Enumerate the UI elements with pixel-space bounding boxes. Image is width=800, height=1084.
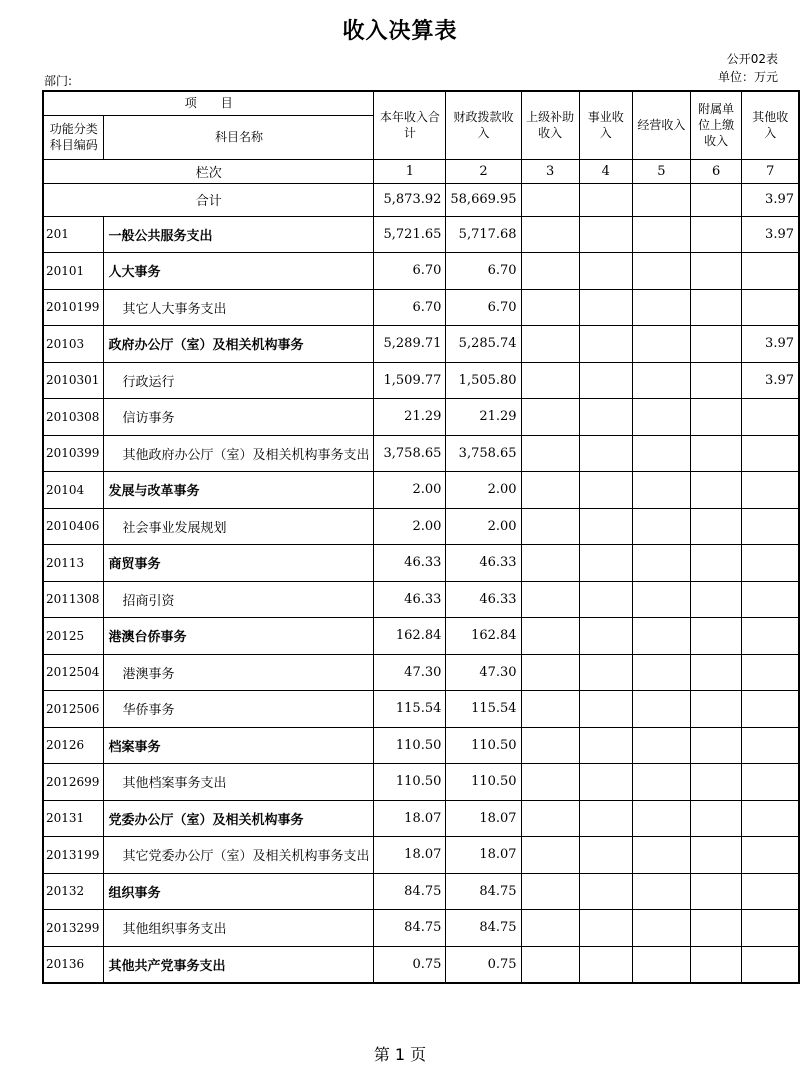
value-cell xyxy=(579,472,632,509)
func-code-cell: 20101 xyxy=(43,253,104,290)
value-cell: 47.30 xyxy=(374,654,446,691)
subject-name-cell: 信访事务 xyxy=(104,399,374,436)
func-code-cell: 20125 xyxy=(43,618,104,655)
func-code-cell: 2012699 xyxy=(43,764,104,801)
header-col-6: 附属单位上缴收入 xyxy=(690,91,742,159)
value-cell xyxy=(742,654,799,691)
header-col-1: 本年收入合计 xyxy=(374,91,446,159)
value-cell: 5,289.71 xyxy=(374,326,446,363)
value-cell xyxy=(690,435,742,472)
value-cell xyxy=(690,727,742,764)
subject-name-cell: 招商引资 xyxy=(104,581,374,618)
value-cell xyxy=(579,581,632,618)
value-cell xyxy=(579,727,632,764)
value-cell xyxy=(690,800,742,837)
value-cell xyxy=(742,581,799,618)
value-cell xyxy=(579,764,632,801)
subject-name-cell: 党委办公厅（室）及相关机构事务 xyxy=(104,800,374,837)
value-cell xyxy=(521,399,579,436)
value-cell xyxy=(632,764,690,801)
value-cell: 84.75 xyxy=(374,910,446,947)
value-cell xyxy=(742,508,799,545)
table-row xyxy=(43,253,799,290)
value-cell: 3.97 xyxy=(742,362,799,399)
value-cell xyxy=(742,946,799,983)
value-cell: 110.50 xyxy=(374,727,446,764)
total-cell xyxy=(579,183,632,216)
value-cell xyxy=(521,764,579,801)
value-cell xyxy=(690,253,742,290)
subject-name-cell: 行政运行 xyxy=(104,362,374,399)
value-cell xyxy=(579,654,632,691)
func-code-cell: 20131 xyxy=(43,800,104,837)
value-cell: 2.00 xyxy=(374,508,446,545)
total-row xyxy=(43,183,799,216)
table-row xyxy=(43,727,799,764)
func-code-cell: 20126 xyxy=(43,727,104,764)
subject-name-cell: 政府办公厅（室）及相关机构事务 xyxy=(104,326,374,363)
func-code-cell: 2012504 xyxy=(43,654,104,691)
value-cell xyxy=(579,946,632,983)
value-cell xyxy=(579,362,632,399)
table-row xyxy=(43,691,799,728)
total-cell: 5,873.92 xyxy=(374,183,446,216)
table-row xyxy=(43,472,799,509)
value-cell xyxy=(579,837,632,874)
table-row xyxy=(43,581,799,618)
col-num: 3 xyxy=(521,159,579,183)
table-row xyxy=(43,289,799,326)
subject-name-cell: 其它人大事务支出 xyxy=(104,289,374,326)
value-cell xyxy=(632,472,690,509)
value-cell xyxy=(632,691,690,728)
subject-name-cell: 华侨事务 xyxy=(104,691,374,728)
value-cell: 46.33 xyxy=(446,545,521,582)
value-cell: 84.75 xyxy=(374,873,446,910)
table-row xyxy=(43,800,799,837)
value-cell xyxy=(521,581,579,618)
value-cell: 6.70 xyxy=(374,253,446,290)
value-cell xyxy=(690,691,742,728)
value-cell: 2.00 xyxy=(446,472,521,509)
income-table xyxy=(42,90,800,984)
value-cell xyxy=(742,727,799,764)
value-cell xyxy=(521,837,579,874)
table-row xyxy=(43,837,799,874)
func-code-cell: 2010406 xyxy=(43,508,104,545)
value-cell xyxy=(632,654,690,691)
value-cell: 18.07 xyxy=(374,837,446,874)
value-cell xyxy=(690,581,742,618)
func-code-cell: 2013199 xyxy=(43,837,104,874)
value-cell xyxy=(632,910,690,947)
func-code-cell: 20132 xyxy=(43,873,104,910)
value-cell xyxy=(632,435,690,472)
value-cell xyxy=(521,289,579,326)
value-cell xyxy=(690,910,742,947)
value-cell xyxy=(632,399,690,436)
form-number: 公开02表 xyxy=(726,52,778,66)
value-cell xyxy=(690,764,742,801)
value-cell xyxy=(690,216,742,253)
value-cell: 115.54 xyxy=(374,691,446,728)
table-row xyxy=(43,618,799,655)
value-cell xyxy=(742,764,799,801)
value-cell: 46.33 xyxy=(374,545,446,582)
value-cell: 3.97 xyxy=(742,326,799,363)
value-cell: 2.00 xyxy=(446,508,521,545)
value-cell: 110.50 xyxy=(374,764,446,801)
value-cell xyxy=(579,435,632,472)
table-row xyxy=(43,362,799,399)
func-code-cell: 2011308 xyxy=(43,581,104,618)
header-func-code: 功能分类科目编码 xyxy=(43,115,104,159)
value-cell xyxy=(742,691,799,728)
subject-name-cell: 档案事务 xyxy=(104,727,374,764)
table-row xyxy=(43,764,799,801)
header-col-3: 上级补助收入 xyxy=(521,91,579,159)
value-cell xyxy=(521,472,579,509)
header-col-4: 事业收入 xyxy=(579,91,632,159)
func-code-cell: 2010199 xyxy=(43,289,104,326)
col-num: 5 xyxy=(632,159,690,183)
value-cell: 21.29 xyxy=(446,399,521,436)
value-cell xyxy=(690,289,742,326)
func-code-cell: 2010301 xyxy=(43,362,104,399)
value-cell: 3,758.65 xyxy=(374,435,446,472)
value-cell: 18.07 xyxy=(374,800,446,837)
value-cell xyxy=(632,545,690,582)
value-cell xyxy=(632,727,690,764)
value-cell xyxy=(521,362,579,399)
value-cell: 84.75 xyxy=(446,910,521,947)
value-cell xyxy=(690,545,742,582)
value-cell xyxy=(690,618,742,655)
header-col-7: 其他收入 xyxy=(742,91,799,159)
value-cell xyxy=(742,399,799,436)
subject-name-cell: 其他档案事务支出 xyxy=(104,764,374,801)
value-cell xyxy=(632,289,690,326)
func-code-cell: 201 xyxy=(43,216,104,253)
table-row xyxy=(43,654,799,691)
value-cell xyxy=(521,691,579,728)
value-cell xyxy=(632,873,690,910)
col-num: 2 xyxy=(446,159,521,183)
value-cell xyxy=(521,253,579,290)
total-cell xyxy=(690,183,742,216)
value-cell xyxy=(632,800,690,837)
value-cell xyxy=(579,399,632,436)
value-cell xyxy=(742,837,799,874)
value-cell xyxy=(742,545,799,582)
value-cell xyxy=(742,618,799,655)
value-cell xyxy=(690,873,742,910)
subject-name-cell: 发展与改革事务 xyxy=(104,472,374,509)
total-cell: 3.97 xyxy=(742,183,799,216)
func-code-cell: 20104 xyxy=(43,472,104,509)
func-code-cell: 20113 xyxy=(43,545,104,582)
value-cell xyxy=(521,654,579,691)
value-cell xyxy=(632,581,690,618)
value-cell xyxy=(742,800,799,837)
value-cell xyxy=(579,289,632,326)
value-cell xyxy=(521,326,579,363)
value-cell xyxy=(632,946,690,983)
value-cell: 5,285.74 xyxy=(446,326,521,363)
total-cell xyxy=(632,183,690,216)
col-num: 7 xyxy=(742,159,799,183)
value-cell xyxy=(632,618,690,655)
value-cell xyxy=(521,435,579,472)
value-cell xyxy=(579,873,632,910)
value-cell xyxy=(742,253,799,290)
value-cell: 46.33 xyxy=(374,581,446,618)
value-cell xyxy=(690,946,742,983)
value-cell xyxy=(521,800,579,837)
value-cell: 6.70 xyxy=(446,253,521,290)
value-cell xyxy=(579,326,632,363)
table-row xyxy=(43,216,799,253)
value-cell: 1,509.77 xyxy=(374,362,446,399)
subject-name-cell: 其它党委办公厅（室）及相关机构事务支出 xyxy=(104,837,374,874)
value-cell xyxy=(632,508,690,545)
col-num: 4 xyxy=(579,159,632,183)
col-num: 1 xyxy=(374,159,446,183)
value-cell: 115.54 xyxy=(446,691,521,728)
value-cell xyxy=(579,618,632,655)
value-cell xyxy=(579,691,632,728)
value-cell xyxy=(742,289,799,326)
value-cell xyxy=(632,837,690,874)
subject-name-cell: 社会事业发展规划 xyxy=(104,508,374,545)
value-cell: 18.07 xyxy=(446,837,521,874)
subject-name-cell: 组织事务 xyxy=(104,873,374,910)
subject-name-cell: 一般公共服务支出 xyxy=(104,216,374,253)
value-cell: 162.84 xyxy=(446,618,521,655)
value-cell: 6.70 xyxy=(374,289,446,326)
value-cell: 0.75 xyxy=(446,946,521,983)
col-num: 6 xyxy=(690,159,742,183)
table-row xyxy=(43,910,799,947)
subject-name-cell: 其他政府办公厅（室）及相关机构事务支出 xyxy=(104,435,374,472)
unit-label: 单位：万元 xyxy=(717,70,778,84)
value-cell xyxy=(632,326,690,363)
total-cell xyxy=(521,183,579,216)
value-cell xyxy=(521,873,579,910)
total-cell: 58,669.95 xyxy=(446,183,521,216)
value-cell: 110.50 xyxy=(446,764,521,801)
value-cell xyxy=(521,618,579,655)
func-code-cell: 2010399 xyxy=(43,435,104,472)
value-cell xyxy=(579,216,632,253)
value-cell xyxy=(690,326,742,363)
value-cell xyxy=(579,800,632,837)
value-cell xyxy=(632,253,690,290)
table-row xyxy=(43,873,799,910)
value-cell xyxy=(579,253,632,290)
subject-name-cell: 港澳台侨事务 xyxy=(104,618,374,655)
value-cell xyxy=(742,910,799,947)
header-col-2: 财政拨款收入 xyxy=(446,91,521,159)
total-label: 合计 xyxy=(43,183,374,216)
value-cell xyxy=(521,216,579,253)
subject-name-cell: 其他共产党事务支出 xyxy=(104,946,374,983)
func-code-cell: 2010308 xyxy=(43,399,104,436)
report-title: 收入决算表 xyxy=(342,19,458,44)
value-cell xyxy=(521,727,579,764)
value-cell xyxy=(690,508,742,545)
value-cell: 3.97 xyxy=(742,216,799,253)
value-cell xyxy=(742,472,799,509)
table-row xyxy=(43,435,799,472)
value-cell xyxy=(742,435,799,472)
header-item: 项 目 xyxy=(43,91,374,115)
table-row xyxy=(43,946,799,983)
value-cell: 6.70 xyxy=(446,289,521,326)
value-cell xyxy=(521,910,579,947)
subject-name-cell: 人大事务 xyxy=(104,253,374,290)
header-subject-name: 科目名称 xyxy=(104,115,374,159)
func-code-cell: 2012506 xyxy=(43,691,104,728)
value-cell xyxy=(632,216,690,253)
table-row xyxy=(43,399,799,436)
value-cell: 21.29 xyxy=(374,399,446,436)
value-cell xyxy=(579,910,632,947)
value-cell xyxy=(632,362,690,399)
table-row xyxy=(43,326,799,363)
value-cell xyxy=(579,508,632,545)
value-cell: 47.30 xyxy=(446,654,521,691)
table-row xyxy=(43,508,799,545)
value-cell xyxy=(690,837,742,874)
value-cell: 3,758.65 xyxy=(446,435,521,472)
value-cell xyxy=(521,508,579,545)
subject-name-cell: 港澳事务 xyxy=(104,654,374,691)
func-code-cell: 20103 xyxy=(43,326,104,363)
table-row xyxy=(43,545,799,582)
lanci-label: 栏次 xyxy=(43,159,374,183)
department-label: 部门: xyxy=(44,74,73,88)
page-number: 第 1 页 xyxy=(373,1045,427,1064)
value-cell: 18.07 xyxy=(446,800,521,837)
value-cell: 0.75 xyxy=(374,946,446,983)
value-cell: 5,721.65 xyxy=(374,216,446,253)
value-cell: 46.33 xyxy=(446,581,521,618)
value-cell xyxy=(742,873,799,910)
value-cell: 5,717.68 xyxy=(446,216,521,253)
value-cell: 162.84 xyxy=(374,618,446,655)
func-code-cell: 20136 xyxy=(43,946,104,983)
value-cell: 1,505.80 xyxy=(446,362,521,399)
value-cell xyxy=(579,545,632,582)
header-col-5: 经营收入 xyxy=(632,91,690,159)
value-cell xyxy=(521,545,579,582)
value-cell xyxy=(521,946,579,983)
subject-name-cell: 商贸事务 xyxy=(104,545,374,582)
value-cell xyxy=(690,472,742,509)
value-cell xyxy=(690,654,742,691)
value-cell: 110.50 xyxy=(446,727,521,764)
value-cell: 84.75 xyxy=(446,873,521,910)
subject-name-cell: 其他组织事务支出 xyxy=(104,910,374,947)
value-cell: 2.00 xyxy=(374,472,446,509)
value-cell xyxy=(690,362,742,399)
func-code-cell: 2013299 xyxy=(43,910,104,947)
value-cell xyxy=(690,399,742,436)
